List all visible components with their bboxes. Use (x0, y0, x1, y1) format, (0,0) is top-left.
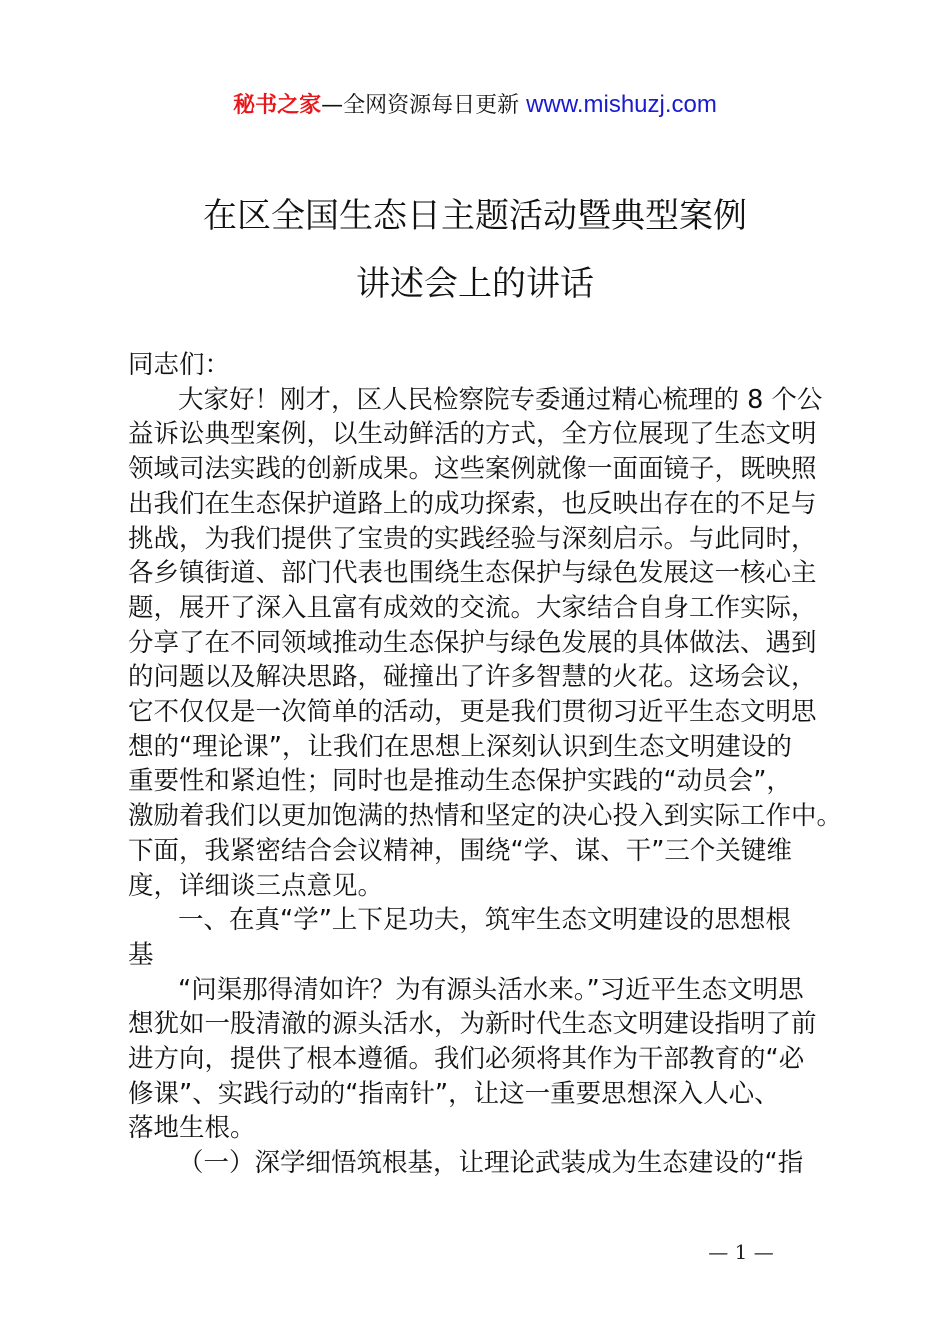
body-text-line: 进方向，提供了根本遵循。我们必须将其作为干部教育的“必 (128, 1044, 805, 1074)
body-text-line: 挑战，为我们提供了宝贵的实践经验与深刻启示。与此同时， (128, 523, 817, 554)
body-text-line: 下面，我紧密结合会议精神，围绕“学、谋、干”三个关键维 (128, 835, 792, 866)
brand-name: 秘书之家 (233, 93, 322, 118)
body-text-line: 大家好！刚才，区人民检察院专委通过精心梳理的 8 个公 (178, 384, 823, 415)
document-title-line-2: 讲述会上的讲话 (356, 264, 594, 304)
body-text-line: 基 (128, 939, 154, 970)
body-text-line: 同志们： (128, 350, 231, 380)
header-slogan: —全网资源每日更新 (321, 93, 527, 118)
body-text-line: 出我们在生态保护道路上的成功探索，也反映出存在的不足与 (128, 488, 817, 519)
body-text-line: 落地生根。 (128, 1113, 256, 1144)
body-text-line: 一、在真“学”上下足功夫，筑牢生态文明建设的思想根 (178, 905, 791, 936)
body-text-line: 激励着我们以更加饱满的热情和坚定的决心投入到实际工作中。 (128, 801, 843, 832)
body-text-line: 分享了在不同领域推动生态保护与绿色发展的具体做法、遇到 (128, 627, 817, 658)
body-text-line: 修课”、实践行动的“指南针”，让这一重要思想深入人心、 (128, 1078, 780, 1109)
document-title-line-1: 在区全国生态日主题活动暨典型案例 (203, 196, 747, 236)
site-url-link[interactable]: www.mishuzj.com (526, 91, 717, 118)
site-header (0, 88, 950, 119)
body-text-line: 的问题以及解决思路，碰撞出了许多智慧的火花。这场会议， (128, 662, 817, 693)
body-text-line: 题，展开了深入且富有成效的交流。大家结合自身工作实际， (128, 592, 817, 623)
body-text-line: 它不仅仅是一次简单的活动，更是我们贯彻习近平生态文明思 (128, 697, 817, 727)
body-text-line: “问渠那得清如许？为有源头活水来。”习近平生态文明思 (178, 974, 804, 1005)
body-text-line: 度，详细谈三点意见。 (128, 870, 384, 901)
body-text-line: 领域司法实践的创新成果。这些案例就像一面面镜子，既映照 (128, 454, 817, 485)
body-text-line: 益诉讼典型案例，以生动鲜活的方式，全方位展现了生态文明 (128, 419, 817, 450)
body-text-line: 想犹如一股清澈的源头活水，为新时代生态文明建设指明了前 (128, 1009, 817, 1040)
body-text-line: （一）深学细悟筑根基，让理论武装成为生态建设的“指 (178, 1148, 804, 1179)
body-text-line: 想的“理论课”，让我们在思想上深刻认识到生态文明建设的 (128, 731, 792, 762)
body-text-line: 各乡镇街道、部门代表也围绕生态保护与绿色发展这一核心主 (128, 558, 817, 589)
body-text-line: 重要性和紧迫性；同时也是推动生态保护实践的“动员会”， (128, 766, 792, 797)
page-number: — 1 — (708, 1240, 774, 1264)
